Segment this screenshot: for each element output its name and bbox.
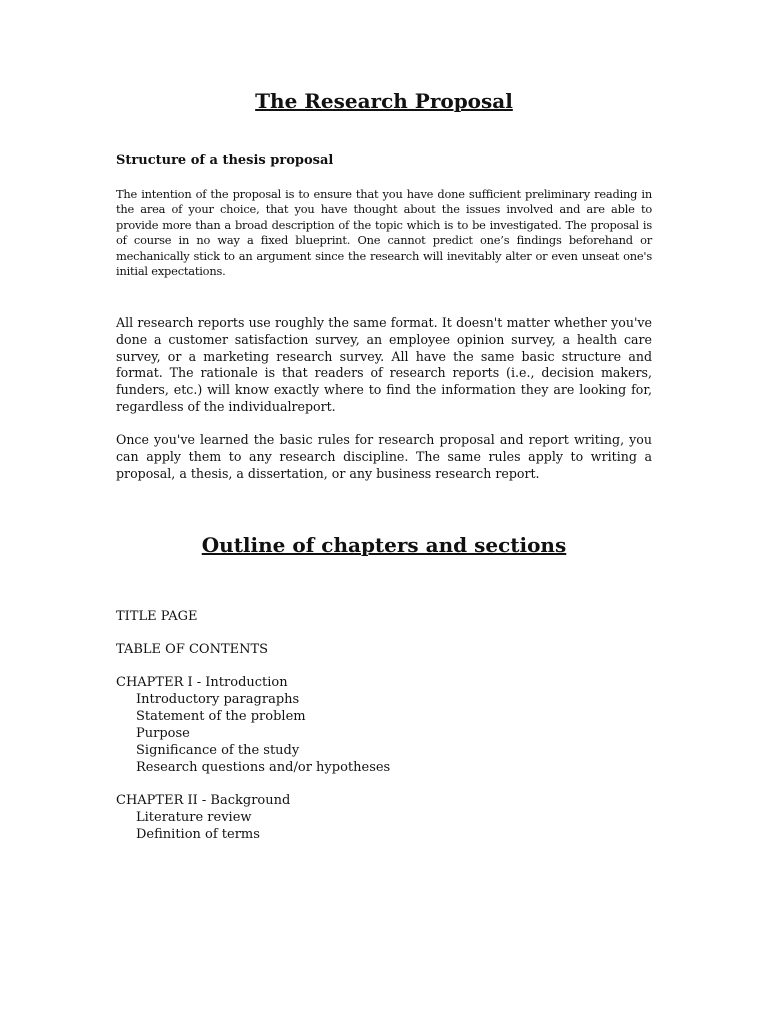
chapter-item: Research questions and/or hypotheses xyxy=(136,760,391,775)
outline-table-of-contents xyxy=(116,641,652,658)
outline-heading: Outline of chapters and sections xyxy=(201,533,567,557)
outline-title-page xyxy=(116,608,652,625)
document-title: The Research Proposal xyxy=(255,89,513,113)
outline-chapter-2 xyxy=(116,792,652,843)
chapter-item: Introductory paragraphs xyxy=(136,692,300,707)
rules-paragraph: Once you've learned the basic rules for research proposal and report writing, you can apply them to any research discipline. The same rules apply to writing a proposal, a thesis, a dissertation, or any business research report. xyxy=(116,432,652,481)
format-paragraph: All research reports use roughly the same format. It doesn't matter whether you've done a customer satisfaction survey, an employee opinion survey, a health care survey, or a marketing research survey. All have the same basic structure and format. The rationale is that readers of research reports (i.e., decision makers, funders, etc.) will know exactly where to find the information they are looking for, regardless of the individualreport. xyxy=(116,315,652,414)
chapter-item: Definition of terms xyxy=(136,827,260,842)
intro-paragraph: The intention of the proposal is to ensure that you have done sufficient preliminary reading in the area of your choice, that you have thought about the issues involved and are able to provide more than a broad description of the topic which is to be investigated. The proposal is of course in no way a fixed blueprint. One cannot predict one’s findings beforehand or mechanically stick to an argument since the research will inevitably alter or even unseat one's initial expectations. xyxy=(116,187,652,279)
outline-entry: TABLE OF CONTENTS xyxy=(116,642,269,657)
chapter-item: Purpose xyxy=(136,726,190,741)
chapter-item: Statement of the problem xyxy=(136,709,306,724)
outline-chapter-1 xyxy=(116,674,652,776)
chapter-title: CHAPTER I - Introduction xyxy=(116,675,288,690)
chapter-item: Literature review xyxy=(136,810,252,825)
section-heading: Structure of a thesis proposal xyxy=(116,153,334,168)
chapter-title: CHAPTER II - Background xyxy=(116,793,291,808)
outline-entry: TITLE PAGE xyxy=(116,609,198,624)
chapter-item: Significance of the study xyxy=(136,743,300,758)
outline-list xyxy=(116,608,652,859)
